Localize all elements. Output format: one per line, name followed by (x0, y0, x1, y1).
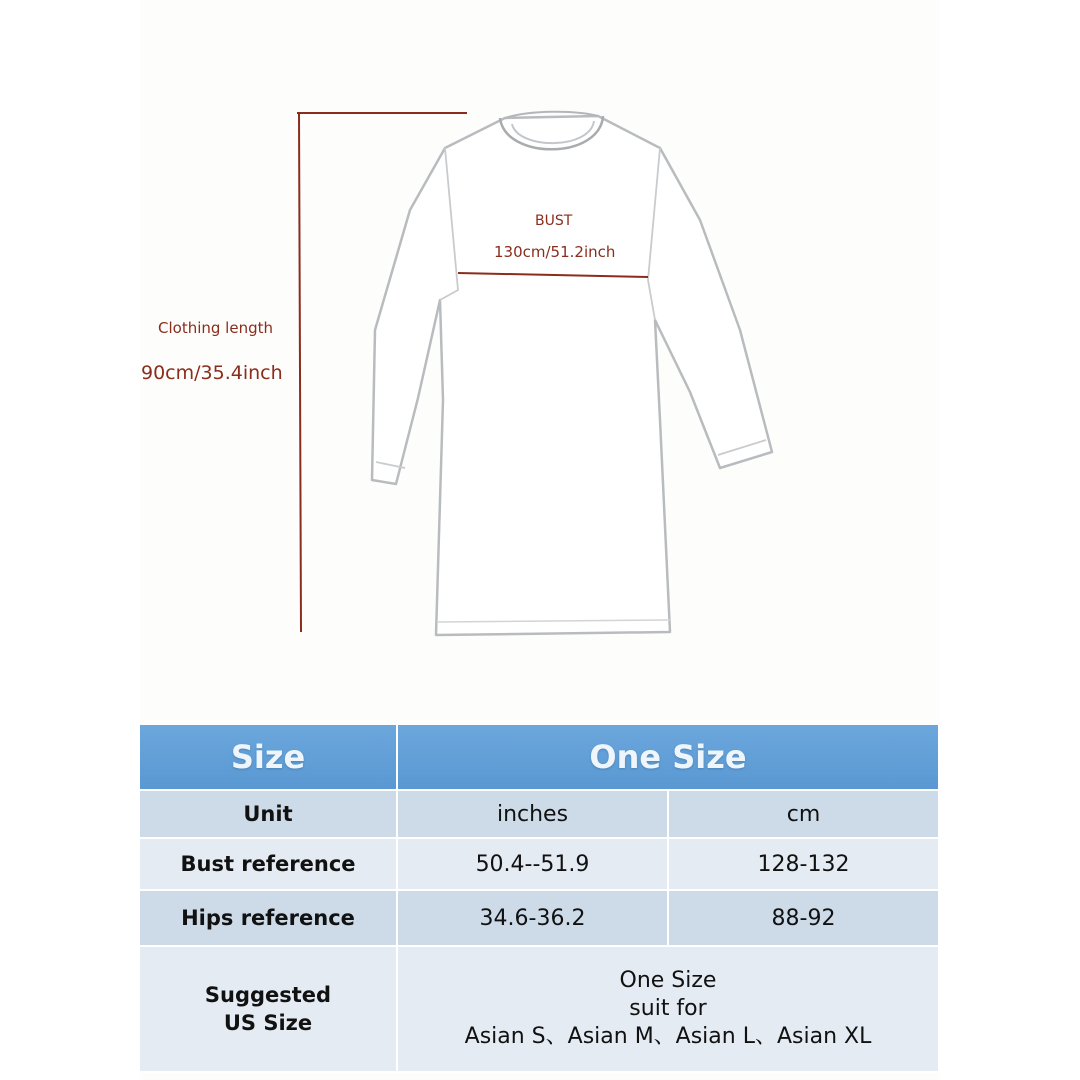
size-table (140, 725, 940, 1073)
length-measure-line (299, 113, 301, 632)
suggested-line1: One Size (619, 968, 717, 993)
unit-cm: cm (669, 791, 940, 839)
bust-reference-label: Bust reference (140, 839, 398, 891)
header-one-size: One Size (398, 725, 940, 791)
suggested-line2: suit for (629, 996, 707, 1021)
bust-value: 130cm/51.2inch (494, 243, 616, 261)
hips-reference-cm: 88-92 (669, 891, 940, 947)
header-size-label: Size (140, 725, 398, 791)
suggested-us-size-value (398, 947, 940, 1073)
bust-reference-inches: 50.4--51.9 (398, 839, 669, 891)
bust-label: BUST (535, 213, 573, 229)
suggested-us-size-label (140, 947, 398, 1073)
hips-reference-inches: 34.6-36.2 (398, 891, 669, 947)
bust-reference-cm: 128-132 (669, 839, 940, 891)
suggested-label-line2: US Size (223, 1011, 313, 1035)
clothing-length-label: Clothing length (158, 319, 273, 337)
dress-outline (372, 116, 772, 635)
suggested-line3: Asian S、Asian M、Asian L、Asian XL (464, 1024, 872, 1049)
unit-inches: inches (398, 791, 669, 839)
clothing-length-value: 90cm/35.4inch (141, 362, 283, 384)
suggested-label-line1: Suggested (204, 983, 332, 1007)
hips-reference-label: Hips reference (140, 891, 398, 947)
unit-label: Unit (140, 791, 398, 839)
